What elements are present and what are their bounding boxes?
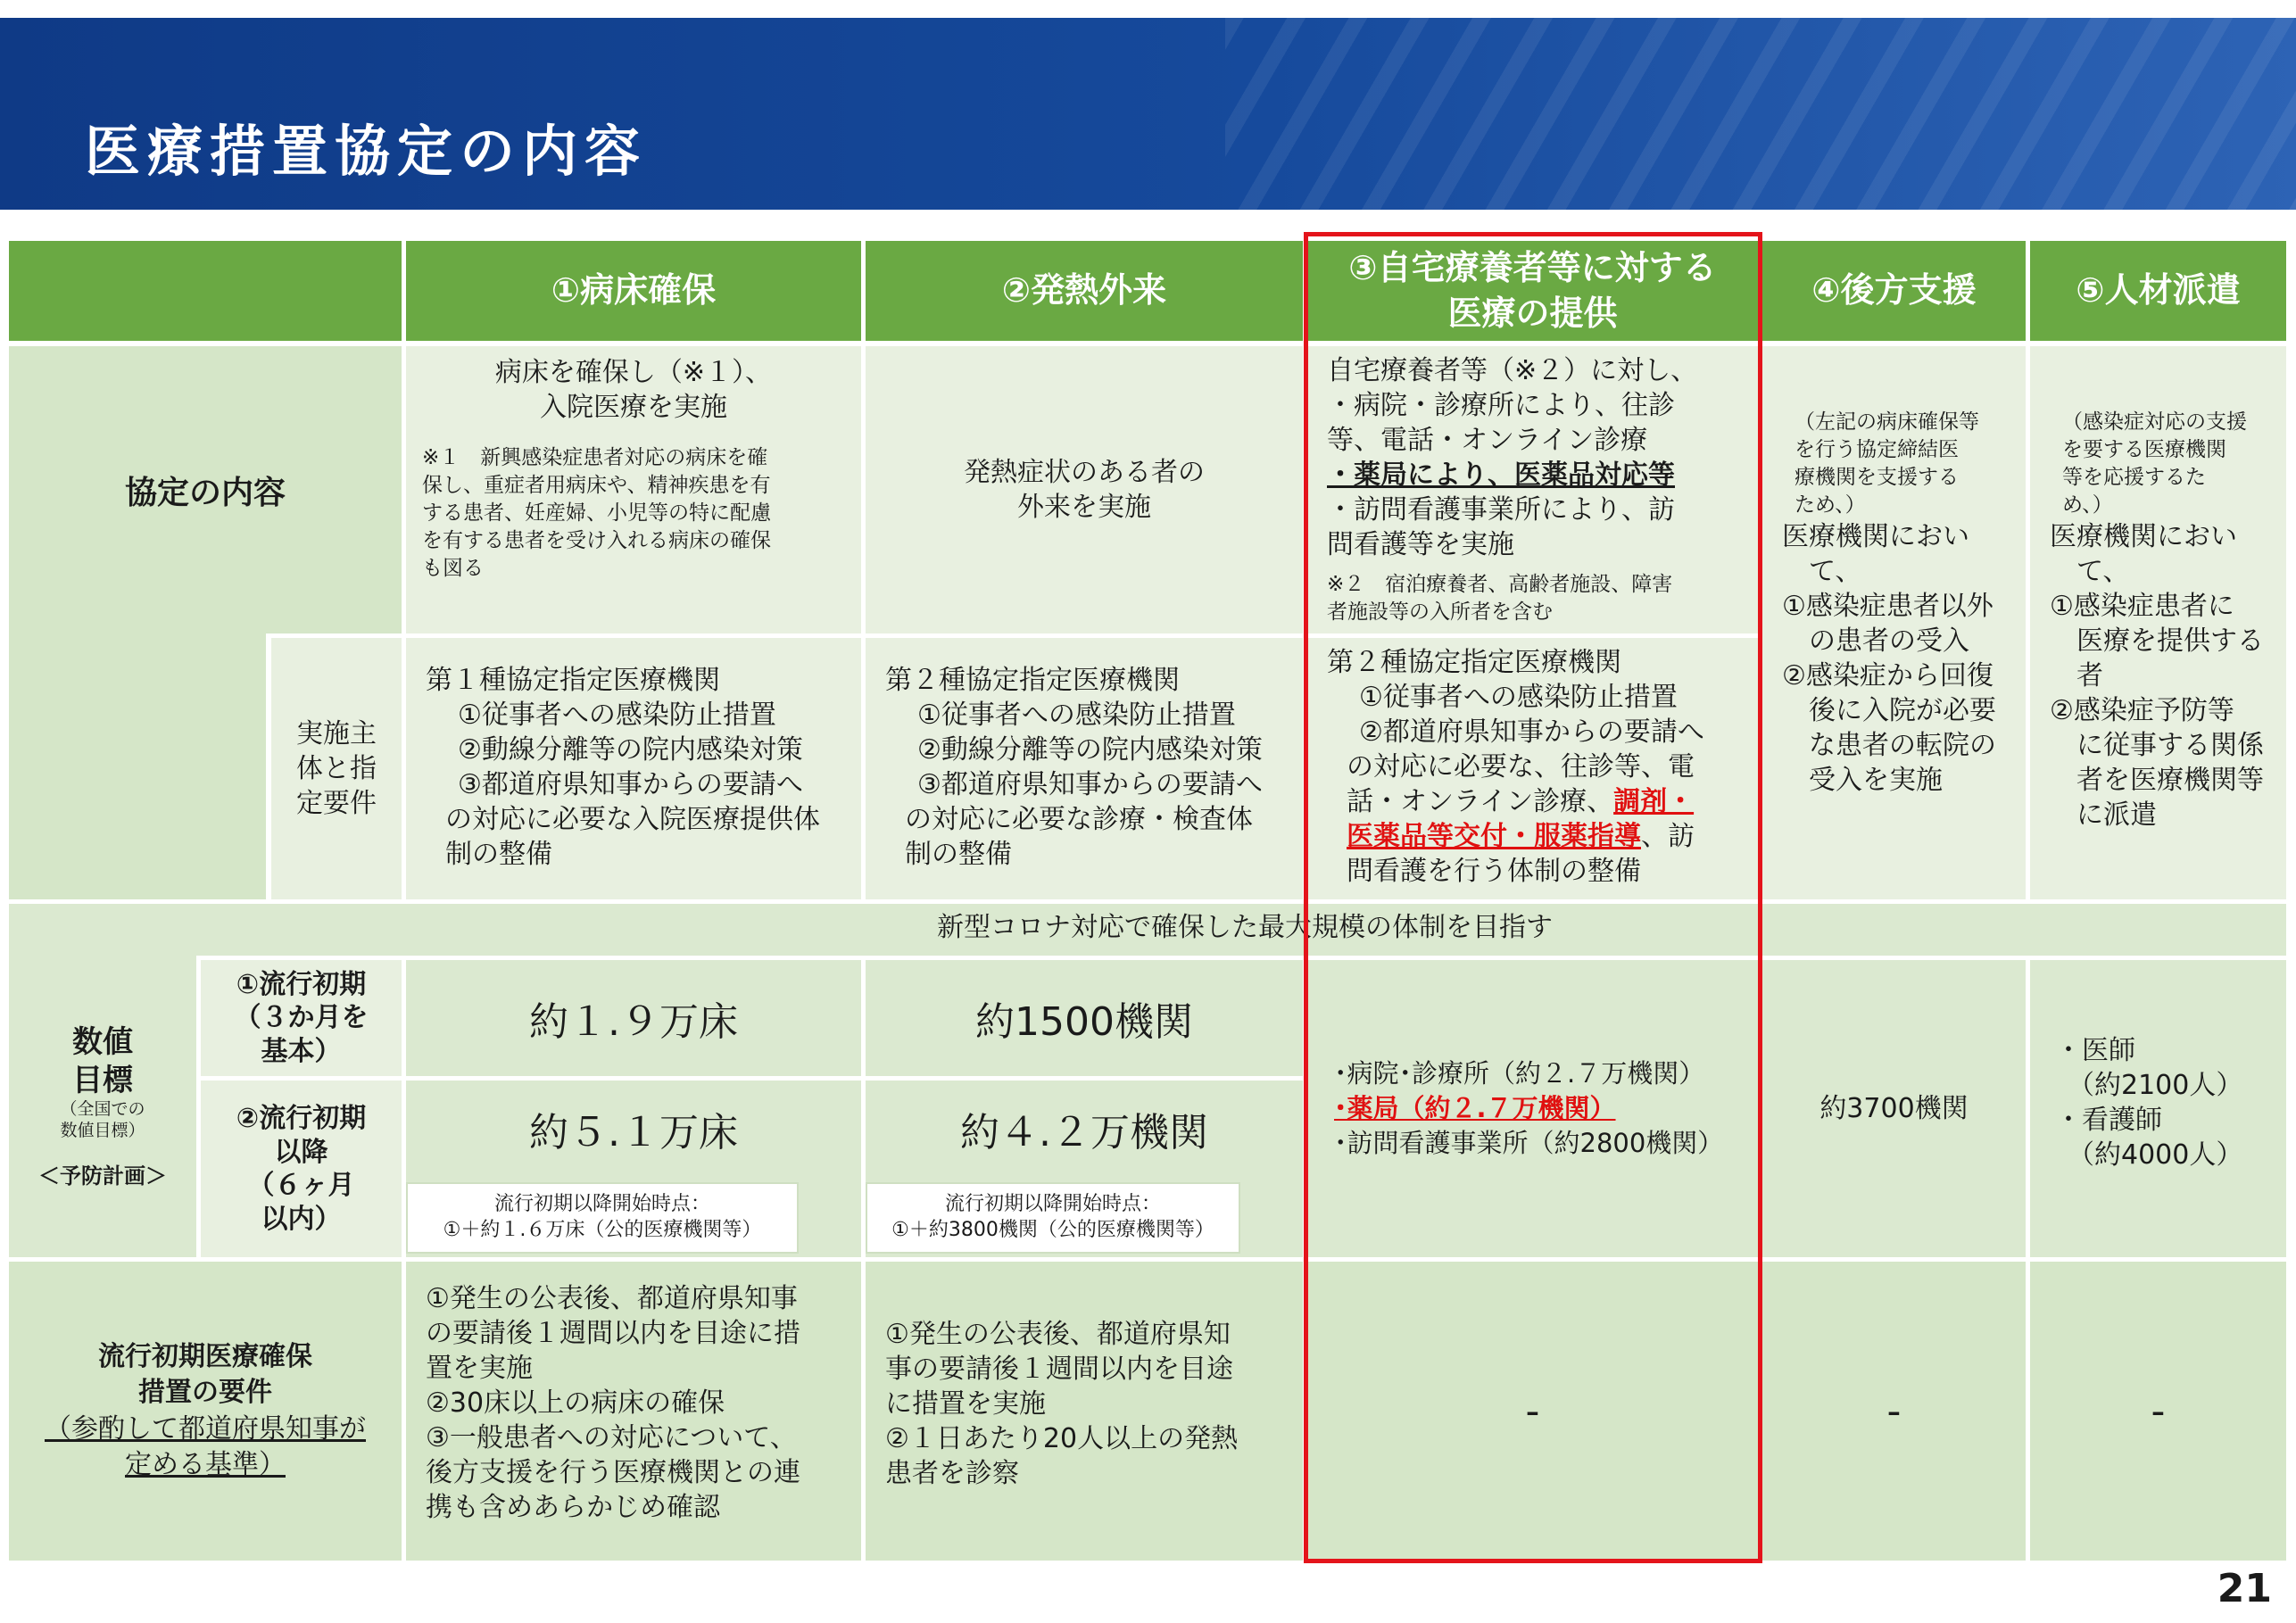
c5-req-value: - bbox=[2030, 1262, 2286, 1561]
c4-body-line6: 後に入院が必要 bbox=[1809, 695, 1996, 727]
header-corner bbox=[9, 241, 402, 341]
jisshi-line1: 実施主 bbox=[296, 718, 377, 749]
c3-impl-line6b: 、訪 bbox=[1641, 821, 1695, 852]
c3-content-line1: 自宅療養者等（※２）に対し、 bbox=[1327, 355, 1698, 386]
col-header-c3-line2: 医療の提供 bbox=[1447, 294, 1618, 333]
c2-req-line1: ①発生の公表後、都道府県知 bbox=[885, 1319, 1231, 1350]
c4-body-line7: な患者の転院の bbox=[1809, 730, 1996, 762]
c1-req-cell bbox=[406, 1262, 861, 1561]
c3-num-line2: ･薬局（約２.７万機関） bbox=[1334, 1093, 1616, 1124]
c3-content-line4: ・薬局により、医薬品対応等 bbox=[1327, 460, 1675, 491]
suuchi-line2: 目標 bbox=[72, 1062, 133, 1098]
c1-content-line2: 入院医療を実施 bbox=[540, 392, 727, 423]
c5-num-line3: ・看護師 bbox=[2055, 1105, 2162, 1136]
c1-req-line6: 後方支援を行う医療機関との連 bbox=[426, 1457, 800, 1488]
igo-line3: （６ヶ月 bbox=[247, 1170, 355, 1201]
c5-num-line4: （約4000人） bbox=[2068, 1139, 2243, 1171]
c2-content-line1: 発熱症状のある者の bbox=[964, 457, 1205, 488]
c1-note-line3: する患者、妊産婦、小児等の特に配慮 bbox=[422, 501, 771, 526]
c1-impl-cell bbox=[406, 638, 861, 899]
c1-req-line2: の要請後１週間以内を目途に措 bbox=[426, 1318, 800, 1349]
row-label-suuchi bbox=[9, 956, 196, 1257]
c1-note-line1: ※１ 新興感染症患者対応の病床を確 bbox=[422, 446, 768, 469]
c1-later-note-line1: 流行初期以降開始時点： bbox=[493, 1193, 710, 1216]
c1-impl-line4: ③都道府県知事からの要請へ bbox=[458, 769, 803, 800]
c1-content-cell bbox=[406, 346, 861, 633]
c5-paren-line2: を要する医療機関 bbox=[2062, 438, 2226, 462]
c3-impl-line4: の対応に必要な、往診等、電 bbox=[1347, 751, 1695, 783]
c1-req-line4: ②30床以上の病床の確保 bbox=[426, 1387, 725, 1419]
c5-body-line3: ①感染症患者に bbox=[2050, 591, 2234, 623]
c3-num-line1: ･病院･診療所（約２.７万機関） bbox=[1334, 1058, 1705, 1089]
c1-note-line2: 保し、重症者用病床や、精神疾患を有 bbox=[422, 474, 771, 498]
c4-body-line2: て、 bbox=[1809, 556, 1862, 588]
c2-req-cell bbox=[866, 1262, 1303, 1561]
c2-later-note bbox=[866, 1182, 1240, 1254]
c5-body-line9: に派遣 bbox=[2076, 799, 2157, 832]
c2-impl-line1: 第２種協定指定医療機関 bbox=[885, 665, 1180, 696]
c3-content-line6: 問看護等を実施 bbox=[1327, 529, 1514, 560]
c2-req-line2: 事の要請後１週間以内を目途 bbox=[885, 1354, 1233, 1385]
c1-req-line3: 置を実施 bbox=[426, 1353, 533, 1384]
c4-paren-line1: （左記の病床確保等 bbox=[1795, 410, 1979, 434]
c4-body-line3: ①感染症患者以外 bbox=[1782, 591, 1993, 623]
c5-paren-line4: め、） bbox=[2062, 493, 2113, 518]
c4-paren-line3: 療機関を支援する bbox=[1795, 466, 1959, 490]
col-header-c1: ①病床確保 bbox=[406, 241, 861, 341]
shoki-line2: （３か月を bbox=[234, 1002, 369, 1034]
c2-impl-line2: ①従事者への感染防止措置 bbox=[917, 700, 1236, 731]
c4-body-line5: ②感染症から回復 bbox=[1782, 660, 1993, 692]
c4-paren-line2: を行う協定締結医 bbox=[1795, 438, 1959, 462]
c5-num-line1: ・医師 bbox=[2055, 1035, 2135, 1066]
c4-body-line1: 医療機関におい bbox=[1782, 521, 1969, 553]
c2-impl-line3: ②動線分離等の院内感染対策 bbox=[917, 734, 1263, 766]
c1-content-line1: 病床を確保し（※１）、 bbox=[494, 357, 773, 388]
suuchi-sub1: （全国での bbox=[60, 1099, 145, 1120]
c2-content-cell bbox=[866, 346, 1303, 633]
c5-body-line8: 者を医療機関等 bbox=[2076, 765, 2264, 797]
c5-body-line6: ②感染症予防等 bbox=[2050, 695, 2234, 727]
c2-later-note-line1: 流行初期以降開始時点： bbox=[944, 1193, 1161, 1216]
c4-content-cell bbox=[1762, 346, 2026, 899]
c2-req-line5: 患者を診察 bbox=[885, 1458, 1019, 1489]
col-header-c3-line1: ③自宅療養者等に対する bbox=[1348, 247, 1717, 287]
c1-note-line4: を有する患者を受け入れる病床の確保 bbox=[422, 529, 771, 553]
c1-later-note-line2: ①＋約１.６万床（公的医療機関等） bbox=[443, 1219, 762, 1241]
c3-content-line3: 等、電話・オンライン診療 bbox=[1327, 425, 1648, 456]
c5-num-line2: （約2100人） bbox=[2068, 1070, 2243, 1101]
c3-content-line2: ・病院・診療所により、往診 bbox=[1327, 390, 1675, 421]
c3-impl-line3: ②都道府県知事からの要請へ bbox=[1359, 716, 1704, 748]
c3-note-line2: 者施設等の入所者を含む bbox=[1327, 600, 1553, 625]
c4-num-value: 約3700機関 bbox=[1762, 960, 2026, 1257]
c4-body-line8: 受入を実施 bbox=[1809, 765, 1943, 797]
jisshi-line2: 体と指 bbox=[296, 753, 377, 784]
c5-body-line2: て、 bbox=[2076, 556, 2130, 588]
req-label-line3: （参酌して都道府県知事が bbox=[45, 1412, 366, 1445]
c5-body-line7: に従事する関係 bbox=[2076, 730, 2264, 762]
banner-stripes bbox=[1225, 18, 2296, 210]
igo-line4: 以内） bbox=[261, 1203, 342, 1235]
col-header-c4: ④後方支援 bbox=[1762, 241, 2026, 341]
column3-highlight-frame bbox=[1304, 232, 1762, 1563]
c2-req-line3: に措置を実施 bbox=[885, 1388, 1046, 1420]
c3-content-line5: ・訪問看護事業所により、訪 bbox=[1327, 494, 1675, 526]
c2-impl-line4: ③都道府県知事からの要請へ bbox=[917, 769, 1263, 800]
yobo-label: ＜予防計画＞ bbox=[38, 1163, 167, 1188]
c5-body-line4: 医療を提供する bbox=[2076, 625, 2264, 658]
row-label-kyotei bbox=[9, 346, 402, 633]
c2-impl-line6: 制の整備 bbox=[905, 839, 1012, 870]
suuchi-sub2: 数値目標） bbox=[60, 1121, 145, 1140]
c1-later-value: 約５.１万床 bbox=[529, 1110, 738, 1155]
jisshi-line3: 定要件 bbox=[296, 788, 377, 819]
title-banner bbox=[0, 18, 2296, 210]
row-label-left-strip bbox=[9, 633, 266, 899]
c2-content-line2: 外来を実施 bbox=[1017, 492, 1151, 523]
c2-later-value: 約４.２万機関 bbox=[960, 1110, 1208, 1155]
row-label-shoki bbox=[201, 960, 402, 1076]
page-number: 21 bbox=[2217, 1566, 2272, 1611]
c4-body-line4: の患者の受入 bbox=[1809, 625, 1969, 658]
col-header-c2: ②発熱外来 bbox=[866, 241, 1303, 341]
page-title: 医療措置協定の内容 bbox=[85, 119, 648, 184]
shoki-line1: ①流行初期 bbox=[236, 968, 367, 1000]
c4-req-value: - bbox=[1762, 1262, 2026, 1561]
c2-early-value: 約1500機関 bbox=[866, 960, 1303, 1076]
req-label-line1: 流行初期医療確保 bbox=[98, 1340, 312, 1372]
c4-paren-line4: ため、） bbox=[1795, 493, 1866, 518]
row-label-requirements bbox=[9, 1262, 402, 1561]
c5-body-line5: 者 bbox=[2076, 660, 2103, 692]
row-label-kyotei-text: 協定の内容 bbox=[124, 474, 286, 511]
row-label-igo bbox=[201, 1081, 402, 1257]
c1-req-line5: ③一般患者への対応について、 bbox=[426, 1422, 797, 1453]
igo-line2: 以降 bbox=[274, 1136, 328, 1168]
igo-line1: ②流行初期 bbox=[236, 1103, 367, 1134]
c5-content-cell bbox=[2030, 346, 2286, 899]
c1-note-line5: も図る bbox=[422, 557, 484, 581]
c3-impl-line2: ①従事者への感染防止措置 bbox=[1359, 682, 1678, 713]
c2-impl-line5: の対応に必要な診療・検査体 bbox=[905, 804, 1253, 835]
c2-later-note-line2: ①＋約3800機関（公的医療機関等） bbox=[891, 1219, 1214, 1241]
suuchi-line1: 数値 bbox=[72, 1024, 133, 1061]
c2-req-line4: ②１日あたり20人以上の発熱 bbox=[885, 1423, 1239, 1454]
row-label-jisshi bbox=[271, 638, 402, 899]
c5-paren-line1: （感染症対応の支援 bbox=[2062, 410, 2247, 434]
c5-body-line1: 医療機関におい bbox=[2050, 521, 2237, 553]
c3-impl-line5b: 調剤・ bbox=[1613, 786, 1695, 817]
c1-impl-line6: 制の整備 bbox=[445, 839, 552, 870]
c3-req-value: - bbox=[1307, 1262, 1758, 1561]
target-banner-text: 新型コロナ対応で確保した最大規模の体制を目指す bbox=[937, 912, 1553, 943]
c2-impl-cell bbox=[866, 638, 1303, 899]
c1-later-note bbox=[406, 1182, 799, 1254]
c3-impl-line7: 問看護を行う体制の整備 bbox=[1347, 856, 1641, 887]
c5-paren-line3: 等を応援するた bbox=[2062, 466, 2206, 490]
c5-num-cell bbox=[2030, 960, 2286, 1257]
c3-impl-line6a: 医薬品等交付・服薬指導 bbox=[1347, 821, 1641, 852]
c1-req-line1: ①発生の公表後、都道府県知事 bbox=[426, 1283, 798, 1314]
c1-req-line7: 携も含めあらかじめ確認 bbox=[426, 1492, 720, 1523]
c3-num-line3: ･訪問看護事業所（約2800機関） bbox=[1334, 1128, 1724, 1159]
col-header-c5: ⑤人材派遣 bbox=[2030, 241, 2286, 341]
c1-impl-line5: の対応に必要な入院医療提供体 bbox=[445, 804, 820, 835]
req-label-line2: 措置の要件 bbox=[138, 1377, 272, 1408]
c3-impl-line5a: 話・オンライン診療、 bbox=[1347, 786, 1614, 817]
c1-impl-line2: ①従事者への感染防止措置 bbox=[458, 700, 776, 731]
c1-impl-line1: 第１種協定指定医療機関 bbox=[426, 665, 720, 696]
c3-impl-line1: 第２種協定指定医療機関 bbox=[1327, 647, 1621, 678]
c3-note-line1: ※２ 宿泊療養者、高齢者施設、障害 bbox=[1327, 573, 1673, 596]
c1-early-value: 約１.９万床 bbox=[406, 960, 861, 1076]
shoki-line3: 基本） bbox=[261, 1035, 342, 1067]
req-label-line4: 定める基準） bbox=[125, 1449, 286, 1480]
c1-impl-line3: ②動線分離等の院内感染対策 bbox=[458, 734, 803, 766]
